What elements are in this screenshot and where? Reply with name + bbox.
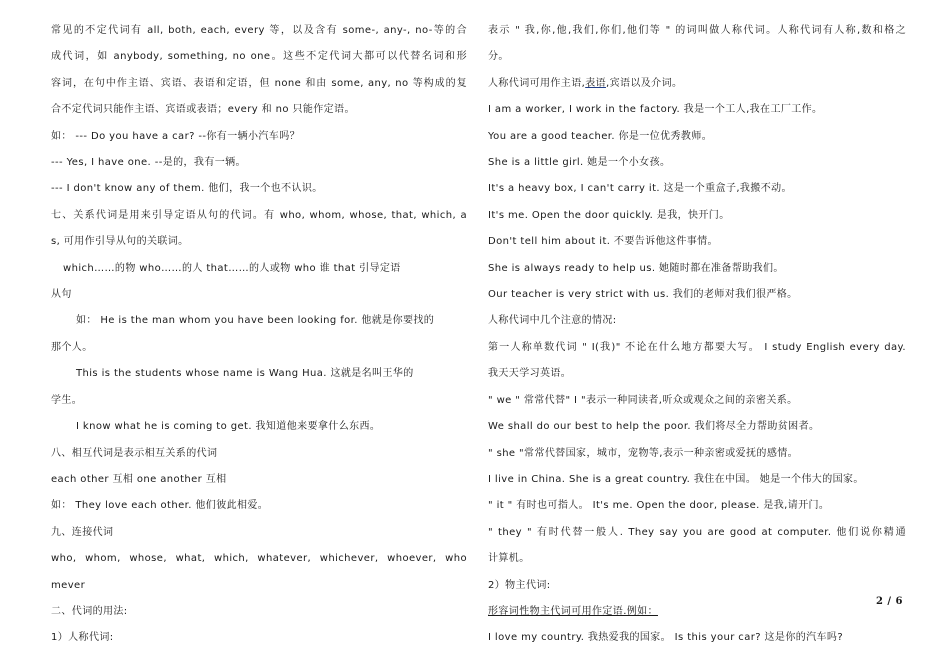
text-line: which……的物 who……的人 that……的人或物 who 谁 that 引导定语 (63, 262, 401, 274)
underlined-line: 形容词性物主代词可用作定语.例如： (488, 605, 658, 617)
text-line: I live in China. She is a great country. 我住在中国。 她是一个伟大的国家。 (488, 473, 864, 485)
subsection-heading: 2）物主代词: (488, 579, 551, 591)
text-line: I know what he is coming to get. 我知道他来要拿什么东西。 (76, 421, 381, 433)
page-number: 2 / 6 (875, 596, 903, 607)
text-line: 常见的不定代词有 all, both, each, every 等，以及含有 some-, any-, no-等的合 (51, 25, 467, 36)
text-line: " it " 有时也可指人。 It's me. Open the door, please. 是我,请开门。 (488, 500, 830, 512)
text-line: She is a little girl. 她是一个小女孩。 (488, 157, 671, 169)
text-line: 七、关系代词是用来引导定语从句的代词。有 who, whom, whose, that, which, a (51, 209, 467, 221)
text-line: 如： They love each other. 他们彼此相爱。 (51, 500, 269, 512)
text-segment: 人称代词可用作主语, (488, 77, 586, 89)
right-column (488, 18, 906, 652)
text-line: 计算机。 (488, 553, 530, 565)
text-line: 如： He is the man whom you have been looking for. 他就是你要找的 (76, 315, 435, 327)
text-line: 那个人。 (51, 341, 93, 353)
text-line: 合不定代词只能作主语、宾语或表语；every 和 no 只能作定语。 (51, 104, 355, 116)
text-line: 从句 (51, 289, 72, 301)
text-line: --- Yes, I have one. --是的，我有一辆。 (51, 157, 246, 169)
text-line: 我天天学习英语。 (488, 368, 572, 380)
text-line: " we " 常常代替" I "表示一种同读者,听众或观众之间的亲密关系。 (488, 394, 798, 406)
text-line: each other 互相 one another 互相 (51, 473, 227, 485)
subsection-heading: 1）人称代词: (51, 632, 114, 644)
section-heading: 八、相互代词是表示相互关系的代词 (51, 447, 218, 459)
text-line: Our teacher is very strict with us. 我们的老师对我们很严格。 (488, 289, 798, 301)
text-line: You are a good teacher. 你是一位优秀教师。 (488, 130, 713, 142)
text-line: 分。 (488, 51, 509, 63)
text-line-with-underline (488, 71, 906, 97)
left-column (51, 18, 467, 652)
text-line: 人称代词中几个注意的情况: (488, 315, 617, 327)
text-line: It's a heavy box, I can't carry it. 这是一个重盒子,我搬不动。 (488, 183, 792, 195)
text-line: We shall do our best to help the poor. 我们将尽全力帮助贫困者。 (488, 421, 820, 433)
text-line: 学生。 (51, 394, 83, 406)
text-line: It's me. Open the door quickly. 是我，快开门。 (488, 209, 730, 221)
section-heading: 二、代词的用法: (51, 605, 128, 617)
text-line: " they " 有时代替一般人. They say you are good at computer. 他们说你精通 (488, 526, 906, 538)
text-line: 如： --- Do you have a car? --你有一辆小汽车吗？ (51, 130, 300, 142)
text-line: Don't tell him about it. 不要告诉他这件事情。 (488, 236, 718, 248)
text-line: 容词，在句中作主语、宾语、表语和定语，但 none 和由 some, any, no 等构成的复 (51, 77, 467, 89)
section-heading: 九、连接代词 (51, 526, 114, 538)
text-line: 成代词，如 anybody, something, no one。这些不定代词大都可以代替名词和形 (51, 51, 467, 63)
text-line: " she "常常代替国家，城市，宠物等,表示一种亲密或爱抚的感情。 (488, 447, 799, 459)
text-line: This is the students whose name is Wang Hua. 这就是名叫王华的 (76, 368, 414, 380)
text-line: --- I don't know any of them. 他们，我一个也不认识。 (51, 183, 323, 195)
text-line: 第一人称单数代词 " I(我)" 不论在什么地方都要大写。 I study English every day. (488, 341, 906, 353)
text-line: mever (51, 579, 86, 591)
text-line: I love my country. 我热爱我的国家。 Is this your car? 这是你的汽车吗? (488, 632, 844, 644)
text-line: 表示 " 我,你,他,我们,你们,他们等 " 的词叫做人称代词。人称代词有人称,数和格之 (488, 25, 906, 36)
text-line: who, whom, whose, what, which, whatever, whichever, whoever, who (51, 553, 467, 565)
text-line: s, 可用作引导从句的关联词。 (51, 236, 189, 248)
text-segment: ,宾语以及介词。 (606, 77, 683, 89)
text-line: I am a worker, I work in the factory. 我是一个工人,我在工厂工作。 (488, 104, 823, 116)
underlined-word: 表语 (585, 77, 606, 89)
text-line: She is always ready to help us. 她随时都在准备帮助我们。 (488, 262, 784, 274)
